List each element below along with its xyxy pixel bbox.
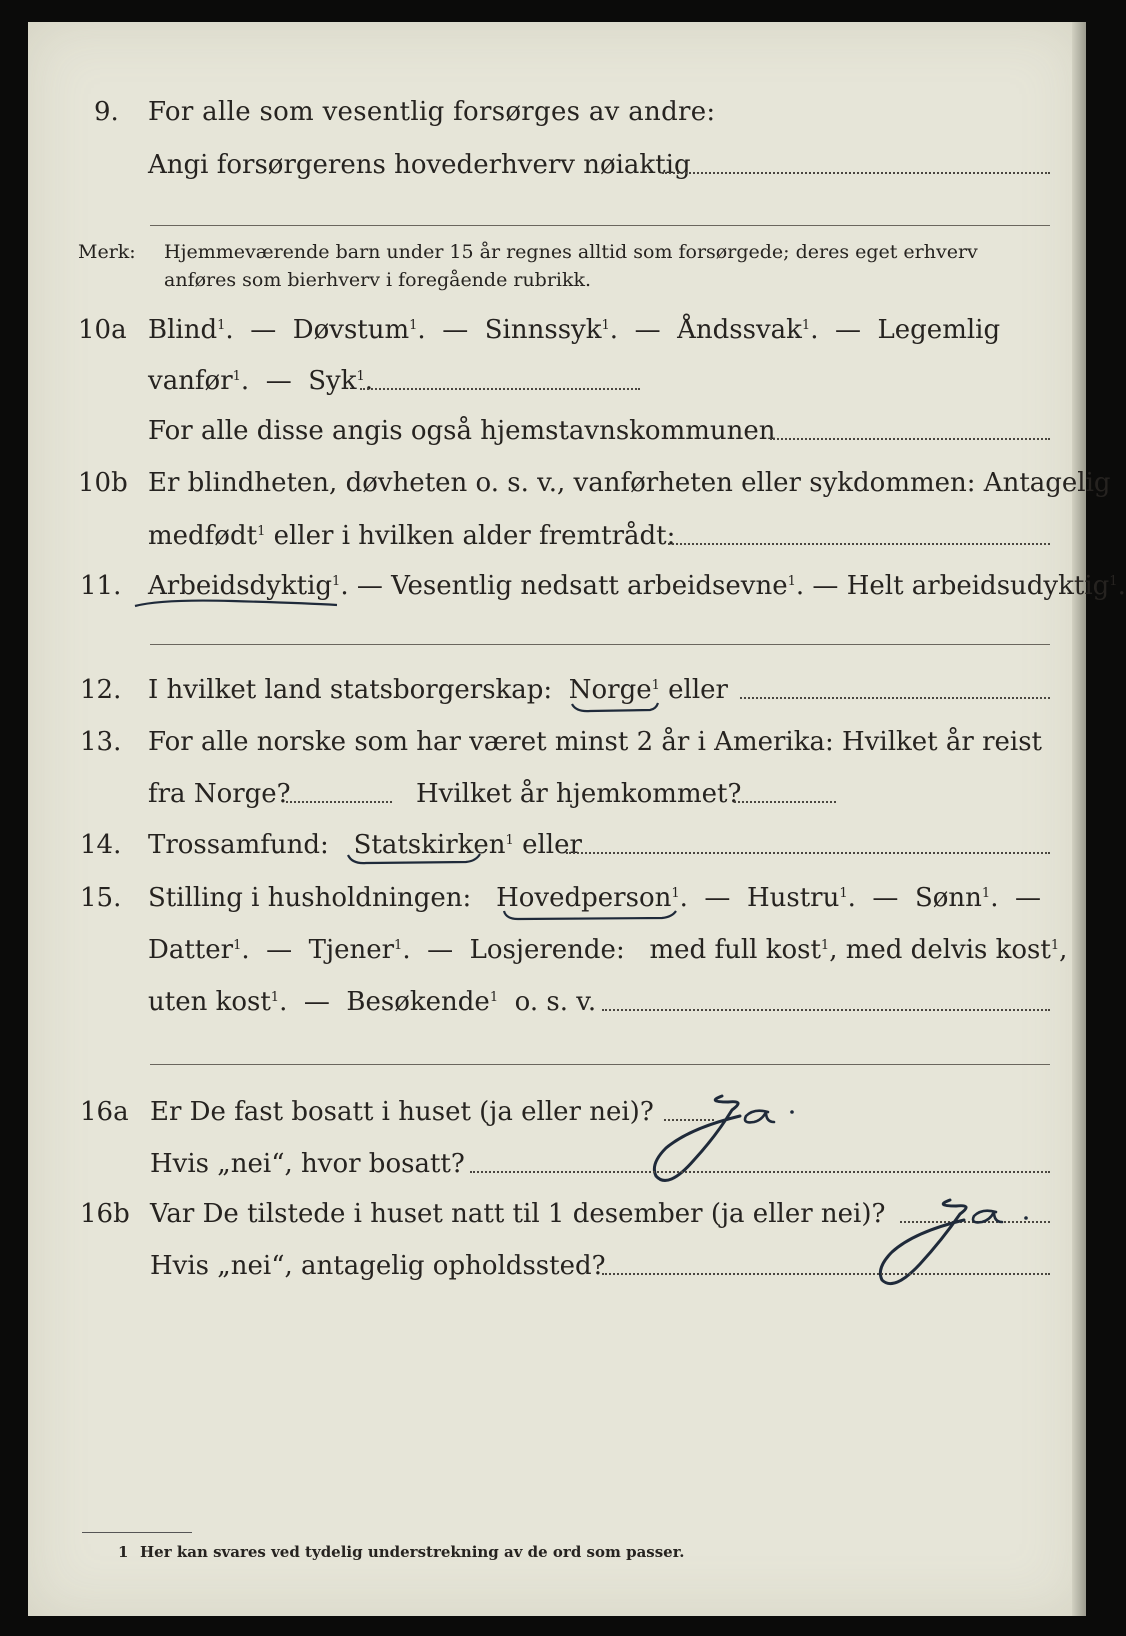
q16b-line1: Var De tilstede i huset natt til 1 desember (ja eller nei)?	[150, 1199, 886, 1229]
footnote-ref: 1	[787, 574, 796, 589]
footnote-ref: 1	[270, 990, 280, 1005]
q11-number: 11.	[80, 571, 122, 601]
footnote-ref: 1	[839, 886, 848, 901]
option-arbeidsudyktig[interactable]: Helt arbeidsudyktig	[846, 571, 1110, 601]
q9-number: 9.	[94, 97, 119, 127]
q10a-line2: vanfør$^1$. — Syk$^1$.	[148, 366, 374, 396]
option-delvis-kost[interactable]: med delvis kost	[845, 935, 1051, 965]
q12-answer-line	[740, 697, 1050, 699]
option-hovedperson[interactable]: Hovedperson	[496, 883, 672, 913]
q10b-line1: Er blindheten, døvheten o. s. v., vanførheten eller sykdommen: Antagelig	[148, 468, 1111, 498]
footnote-ref: 1	[601, 318, 610, 333]
q16a-bosatt-line	[470, 1171, 1050, 1173]
q15-losjerende: Losjerende:	[469, 935, 625, 965]
footnote-rule	[82, 1532, 192, 1533]
q15-osv: o. s. v.	[514, 987, 597, 1017]
option-syk[interactable]: Syk	[308, 366, 357, 396]
page-edge	[1072, 22, 1086, 1616]
q11-separator	[150, 644, 1050, 645]
q16b-line2: Hvis „nei“, antagelig opholdssted?	[150, 1251, 606, 1281]
footnote-ref: 1	[801, 318, 811, 333]
footnote-ref: 1	[651, 678, 660, 693]
footnote-ref: 1	[981, 886, 991, 901]
q16a-number: 16a	[80, 1097, 129, 1127]
q10a-line3: For alle disse angis også hjemstavnskommunen	[148, 416, 776, 446]
option-datter[interactable]: Datter	[148, 935, 234, 965]
footnote-ref: 1	[257, 524, 266, 539]
q16b-opholdssted-line	[602, 1273, 1050, 1275]
footnote-text: Her kan svares ved tydelig understrekning av de ord som passer.	[140, 1543, 685, 1561]
q13-line1: For alle norske som har været minst 2 år i Amerika: Hvilket år reist	[148, 727, 1042, 757]
q12-eller: eller	[668, 675, 728, 705]
q13-number: 13.	[80, 727, 122, 757]
q14-text: Trossamfund:	[148, 830, 329, 860]
q10b-number: 10b	[78, 468, 128, 498]
q14-number: 14.	[80, 830, 122, 860]
q10a-line1: Blind$^1$. — Døvstum$^1$. — Sinnssyk$^1$. — Åndssvak$^1$. — Legemlig	[148, 315, 1001, 345]
q16a-line1: Er De fast bosatt i huset (ja eller nei)?	[150, 1097, 654, 1127]
q9-line1: For alle som vesentlig forsørges av andre:	[148, 97, 716, 127]
q15-line2: Datter$^1$. — Tjener$^1$. — Losjerende: med full kost$^1$, med delvis kost$^1$,	[148, 935, 1068, 965]
handwritten-underline-arbeidsdyktig	[132, 596, 342, 614]
option-besokende[interactable]: Besøkende	[346, 987, 490, 1017]
q13-line2b: Hvilket år hjemkommet?	[416, 779, 742, 809]
footnote-mark: 1	[118, 1543, 129, 1561]
footnote-ref: 1	[233, 938, 242, 953]
option-full-kost[interactable]: med full kost	[649, 935, 821, 965]
option-statskirken[interactable]: Statskirken	[353, 830, 506, 860]
option-sonn[interactable]: Sønn	[914, 883, 982, 913]
option-legemlig[interactable]: Legemlig	[877, 315, 1001, 345]
q16b-number: 16b	[80, 1199, 130, 1229]
hjemkommet-answer-line	[734, 801, 836, 803]
q15-line1: Stilling i husholdningen: Hovedperson$^1$. — Hustru$^1$. — Sønn$^1$. —	[148, 883, 1041, 913]
footnote-ref: 1	[820, 938, 830, 953]
option-dovstum[interactable]: Døvstum	[292, 315, 410, 345]
q14-answer-line	[566, 852, 1050, 854]
option-vanfor[interactable]: vanfør	[148, 366, 233, 396]
option-andssvak[interactable]: Åndssvak	[677, 315, 802, 345]
footnote-ref: 1	[1109, 574, 1118, 589]
option-hustru[interactable]: Hustru	[746, 883, 840, 913]
footnote-ref: 1	[232, 369, 241, 384]
q15-answer-line	[602, 1009, 1050, 1011]
footnote-ref: 1	[489, 990, 499, 1005]
q11-options: Arbeidsdyktig$^1$. — Vesentlig nedsatt arbeidsevne$^1$. — Helt arbeidsudyktig$^1$.	[148, 571, 1126, 601]
q15-separator	[150, 1064, 1050, 1065]
handwritten-underline-hovedperson	[502, 908, 682, 926]
q10b-line2	[148, 521, 675, 551]
footnote-ref: 1	[356, 369, 365, 384]
q10a-number: 10a	[78, 315, 127, 345]
option-medfodt[interactable]: medfødt	[148, 521, 258, 551]
q9-separator	[150, 225, 1050, 226]
option-uten-kost[interactable]: uten kost	[148, 987, 271, 1017]
handwritten-underline-norge	[570, 700, 660, 718]
footnote-ref: 1	[332, 574, 341, 589]
q12-text: I hvilket land statsborgerskap:	[148, 675, 553, 705]
merk-line2: anføres som bierhverv i foregående rubrikk.	[164, 269, 592, 291]
option-norge[interactable]: Norge	[568, 675, 652, 705]
handwritten-underline-statskirken	[346, 852, 486, 872]
footnote-ref: 1	[394, 938, 403, 953]
option-nedsatt-arbeidsevne[interactable]: Vesentlig nedsatt arbeidsevne	[391, 571, 788, 601]
q10b-answer-line	[668, 543, 1050, 545]
footnote-ref: 1	[671, 886, 680, 901]
option-tjener[interactable]: Tjener	[308, 935, 395, 965]
q15-text: Stilling i husholdningen:	[148, 883, 472, 913]
q13-line2a: fra Norge?	[148, 779, 291, 809]
q15-line3: uten kost$^1$. — Besøkende$^1$ o. s. v.	[148, 987, 597, 1017]
q9-answer-line	[662, 172, 1050, 174]
q10b-line2-rest: eller i hvilken alder fremtrådt:	[273, 521, 676, 551]
q10a-answer-line	[360, 388, 640, 390]
option-sinnssyk[interactable]: Sinnssyk	[484, 315, 602, 345]
footnote-ref: 1	[409, 318, 418, 333]
option-arbeidsdyktig[interactable]: Arbeidsdyktig	[148, 571, 333, 601]
q9-line2: Angi forsørgerens hovederhverv nøiaktig	[148, 150, 691, 180]
q14-eller: eller	[522, 830, 582, 860]
handwritten-answer-16a	[650, 1088, 820, 1196]
reist-answer-line	[286, 801, 392, 803]
footnote-ref: 1	[217, 318, 226, 333]
footnote-ref: 1	[505, 833, 514, 848]
footnote-ref: 1	[1050, 938, 1060, 953]
option-blind[interactable]: Blind	[148, 315, 218, 345]
q12-number: 12.	[80, 675, 122, 705]
q15-number: 15.	[80, 883, 122, 913]
merk-line1: Hjemmeværende barn under 15 år regnes alltid som forsørgede; deres eget erhverv	[164, 241, 978, 263]
handwritten-answer-16b	[868, 1188, 1058, 1298]
q16a-line2: Hvis „nei“, hvor bosatt?	[150, 1149, 465, 1179]
merk-label: Merk:	[78, 241, 136, 263]
hjemstavn-answer-line	[770, 438, 1050, 440]
